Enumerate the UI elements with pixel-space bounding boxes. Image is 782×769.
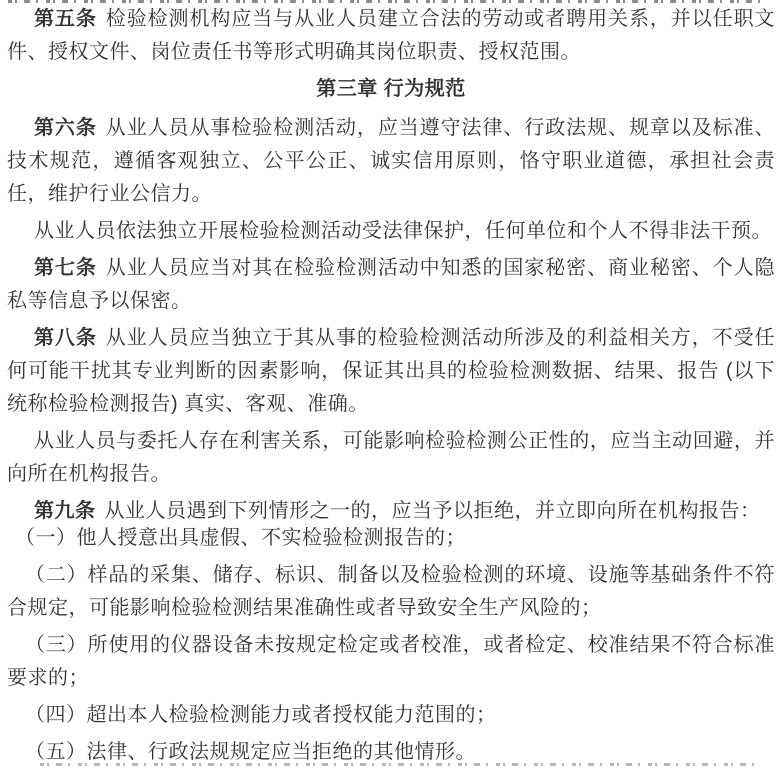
chapter-3-heading: 第三章 行为规范 — [316, 78, 466, 100]
article-5-number: 第五条 — [34, 8, 97, 30]
article-5-text: 检验检测机构应当与从业人员建立合法的劳动或者聘用关系，并以任职文件、授权文件、岗位责任书等形式明确其岗位职责、授权范围。 — [7, 8, 776, 63]
article-8-paragraph-2-text: 从业人员与委托人存在利害关系，可能影响检验检测公正性的，应当主动回避，并向所在机构报告。 — [7, 430, 775, 485]
article-7-paragraph — [7, 252, 775, 318]
article-6-paragraph-2-text: 从业人员依法独立开展检验检测活动受法律保护，任何单位和个人不得非法干预。 — [34, 220, 772, 242]
article-6-paragraph — [7, 112, 775, 211]
article-8-paragraph — [7, 322, 775, 421]
clipped-line-top — [8, 0, 761, 3]
article-7-number: 第七条 — [34, 257, 97, 279]
article-9-item-5: （五）法律、行政法规规定应当拒绝的其他情形。 — [25, 741, 476, 763]
article-8-paragraph-2 — [7, 425, 775, 491]
article-6-number: 第六条 — [34, 117, 97, 139]
article-7-text: 从业人员应当对其在检验检测活动中知悉的国家秘密、商业秘密、个人隐私等信息予以保密。 — [7, 257, 776, 312]
article-5-paragraph — [7, 3, 775, 69]
article-9-item-2: （二）样品的采集、储存、标识、制备以及检验检测的环境、设施等基础条件不符合规定，可能影响检验检测结果准确性或者导致安全生产风险的； — [7, 564, 775, 619]
article-6-text: 从业人员从事检验检测活动，应当遵守法律、行政法规、规章以及标准、技术规范，遵循客观独立、公平公正、诚实信用原则，恪守职业道德，承担社会责任，维护行业公信力。 — [7, 117, 776, 205]
article-8-text: 从业人员应当独立于其从事的检验检测活动所涉及的利益相关方，不受任何可能干扰其专业判断的因素影响，保证其出具的检验检测数据、结果、报告 (以下统称检验检测报告) 真实、客观、准确。 — [7, 327, 776, 415]
article-9-number: 第九条 — [34, 500, 96, 522]
article-8-number: 第八条 — [34, 327, 97, 349]
article-9-item-3: （三）所使用的仪器设备未按规定检定或者校准，或者检定、校准结果不符合标准要求的； — [7, 634, 775, 689]
article-9-text: 从业人员遇到下列情形之一的，应当予以拒绝，并立即向所在机构报告： — [104, 500, 761, 522]
article-9-item-4: （四）超出本人检验检测能力或者授权能力范围的； — [25, 704, 497, 726]
article-9-item-1: （一）他人授意出具虚假、不实检验检测报告的； — [15, 527, 466, 549]
article-6-paragraph-2 — [7, 215, 775, 248]
